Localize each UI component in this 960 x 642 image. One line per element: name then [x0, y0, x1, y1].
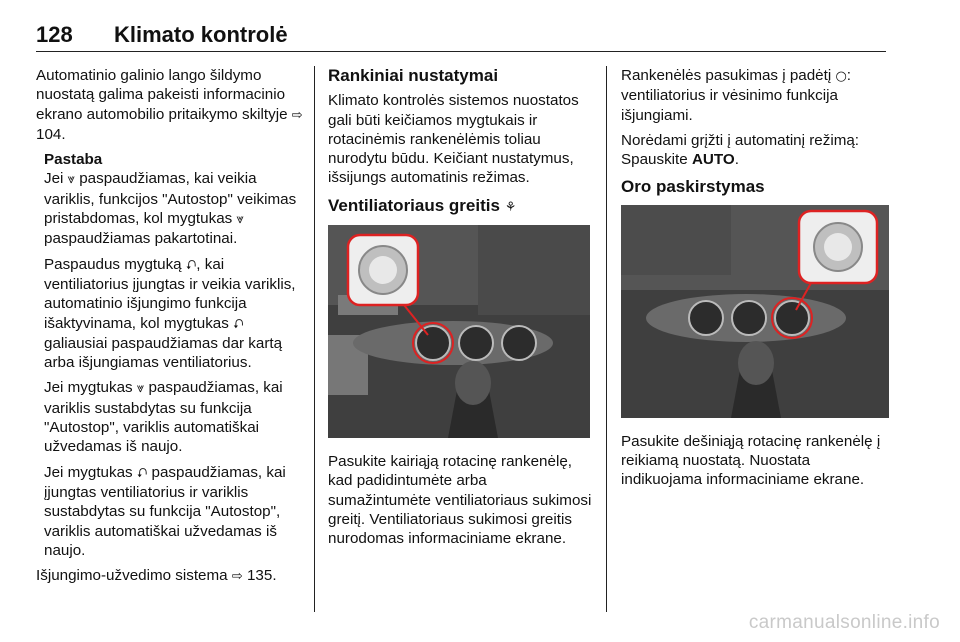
- page-number: 128: [36, 22, 73, 47]
- note-title: Pastaba: [44, 151, 103, 169]
- fan-speed-caption: Pasukite kairiąją rotacinę rankenėlę, kad padidintumėte arba sumažintumėte ventiliatoriaus sukimosi greitį. Ventiliatoriaus sukimosi greitis nurodomas informaciniame ekrane.: [328, 453, 592, 548]
- off-position-paragraph: Rankenėlės pasukimas į padėtį ○: ventiliatorius ir vėsinimo funkcija išjungiami.: [621, 67, 852, 124]
- column-divider: [314, 66, 315, 612]
- rear-defrost-icon: ⩔: [67, 172, 75, 188]
- reference-arrow-icon: ⇨: [291, 107, 303, 123]
- recirculation-icon: ⮏: [185, 257, 197, 273]
- auto-button-label: AUTO: [691, 151, 735, 169]
- fan-icon: ⚘: [504, 199, 517, 215]
- rear-defrost-icon: ⩔: [136, 381, 145, 397]
- fan-knob-photo: [328, 225, 590, 438]
- off-position-icon: ○: [835, 69, 847, 84]
- intro-paragraph: Automatinio galinio lango šildymo nuostatą galima pakeisti informacinio ekrano automobilio pritaikymo skiltyje ⇨ 104.: [36, 67, 303, 143]
- footer-reference: Išjungimo-užvedimo sistema ⇨ 135.: [36, 567, 277, 585]
- column-left: [36, 66, 304, 592]
- reference-arrow-icon: ⇨: [231, 569, 243, 585]
- note-block: Pastaba Jei ⩔ paspaudžiamas, kai veikia variklis, funkcijos "Autostop" veikimas pristabdomas, kol mygtukas ⩔ paspaudžiamas pakartotinai. Paspaudus mygtuką ⮏, kai ventiliatorius įjungtas ir veikia variklis, automatinio išjungimo funkcija išaktyvinama, kol mygtukas ⮏ galiausiai paspaudžiamas dar kartą arba išjungiamas ventiliatorius. Jei mygtukas ⩔ paspaudžiamas, kai variklis sustabdytas su funkcija "Autostop", variklis automatiškai užvedamas iš naujo. Jei mygtukas ⮏ paspaudžiamas, kai įjungtas ventiliatorius ir variklis sustabdytas su funkcija "Autostop", variklis automatiškai užvedamas iš naujo.: [44, 151, 297, 559]
- watermark: carmanualsonline.info: [748, 612, 940, 633]
- air-distribution-knob-photo: [621, 205, 889, 418]
- recirculation-icon: ⮏: [233, 316, 244, 332]
- column-divider: [606, 66, 607, 612]
- column-middle: [328, 66, 592, 555]
- auto-mode-paragraph: Norėdami grįžti į automatinį režimą: Spauskite AUTO.: [621, 131, 860, 169]
- section-heading-fan-speed: Ventiliatoriaus greitis ⚘: [328, 195, 517, 215]
- manual-paragraph: Klimato kontrolės sistemos nuostatos gali būti keičiamos mygtukais ir rotacinėmis rankenėlėmis toliau nurodytu būdu. Keičiant nustatymus, išsijungs automatinis režimas.: [328, 92, 579, 187]
- recirculation-icon: ⮏: [136, 465, 148, 481]
- section-heading-air-distribution: Oro paskirstymas: [621, 177, 765, 197]
- section-heading-manual: Rankiniai nustatymai: [328, 66, 499, 85]
- rear-defrost-icon: ⩔: [236, 212, 244, 228]
- air-distribution-caption: Pasukite dešiniąją rotacinę rankenėlę į reikiamą nuostatą. Nuostata indikuojama informaciniame ekrane.: [621, 432, 881, 489]
- chapter-title: Klimato kontrolė: [114, 22, 288, 47]
- page-header: [36, 22, 886, 52]
- column-right: [621, 66, 889, 496]
